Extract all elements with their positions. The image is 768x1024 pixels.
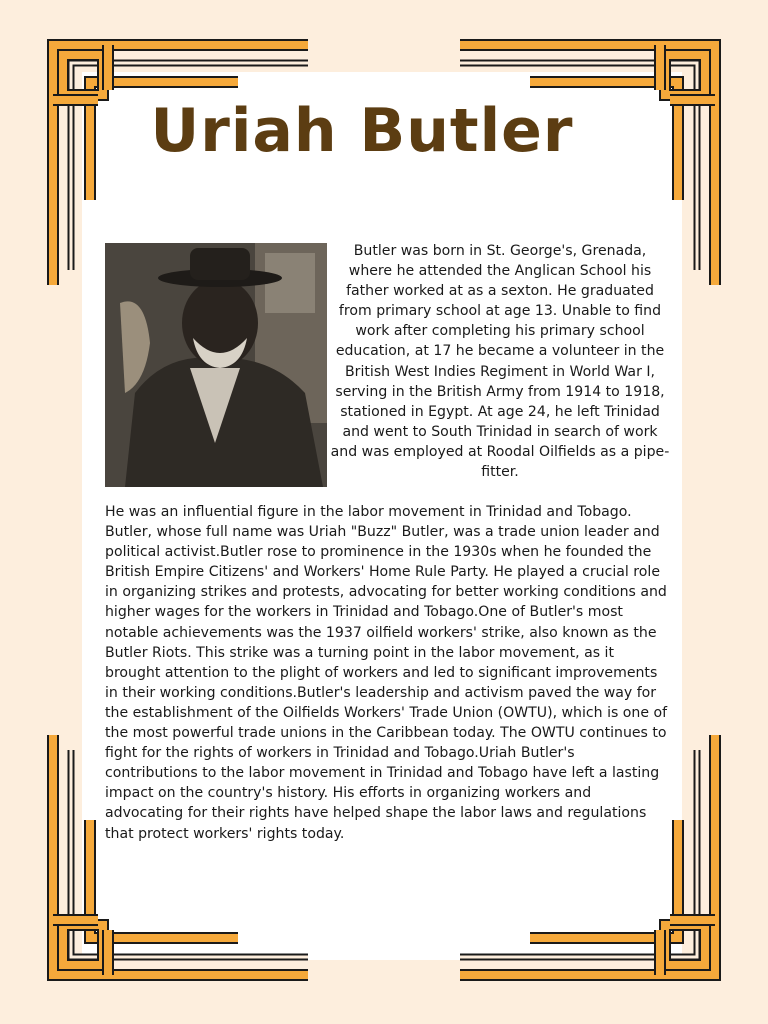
intro-paragraph: Butler was born in St. George's, Grenada, where he attended the Anglican School his father worked at as a sexton. He graduated from primary school at age 13. Unable to find work after completing his primary school education, at 17 he became a volunteer in the British West Indies Regiment in World War I, serving in the British Army from 1914 to 1918, stationed in Egypt. At age 24, he left Trinidad and went to South Trinidad in search of work and was employed at Roodal Oilfields as a pipe-fitter. [330,243,670,481]
page-title: Uriah Butler [150,96,574,166]
portrait-photo [105,243,327,487]
body-paragraph: He was an influential figure in the labor movement in Trinidad and Tobago. Butler, whose full name was Uriah "Buzz" Butler, was a trade union leader and political activist.Butler rose to prominence in the 1930s when he founded the British Empire Citizens' and Workers' Home Rule Party. He played a crucial role in organizing strikes and protests, advocating for better working conditions and higher wages for the workers in Trinidad and Tobago.One of Butler's most notable achievements was the 1937 oilfield workers' strike, also known as the Butler Riots. This strike was a turning point in the labor movement, as it brought attention to the plight of workers and led to significant improvements in their working conditions.Butler's leadership and activism paved the way for the establishment of the Oilfields Workers' Trade Union (OWTU), which is one of the most powerful trade unions in the Caribbean today. The OWTU continues to fight for the rights of workers in Trinidad and Tobago.Uriah Butler's contributions to the labor movement in Trinidad and Tobago have left a lasting impact on the country's history. His efforts in organizing workers and advocating for their rights have helped shape the labor laws and regulations that protect workers' rights today. [105,504,668,842]
